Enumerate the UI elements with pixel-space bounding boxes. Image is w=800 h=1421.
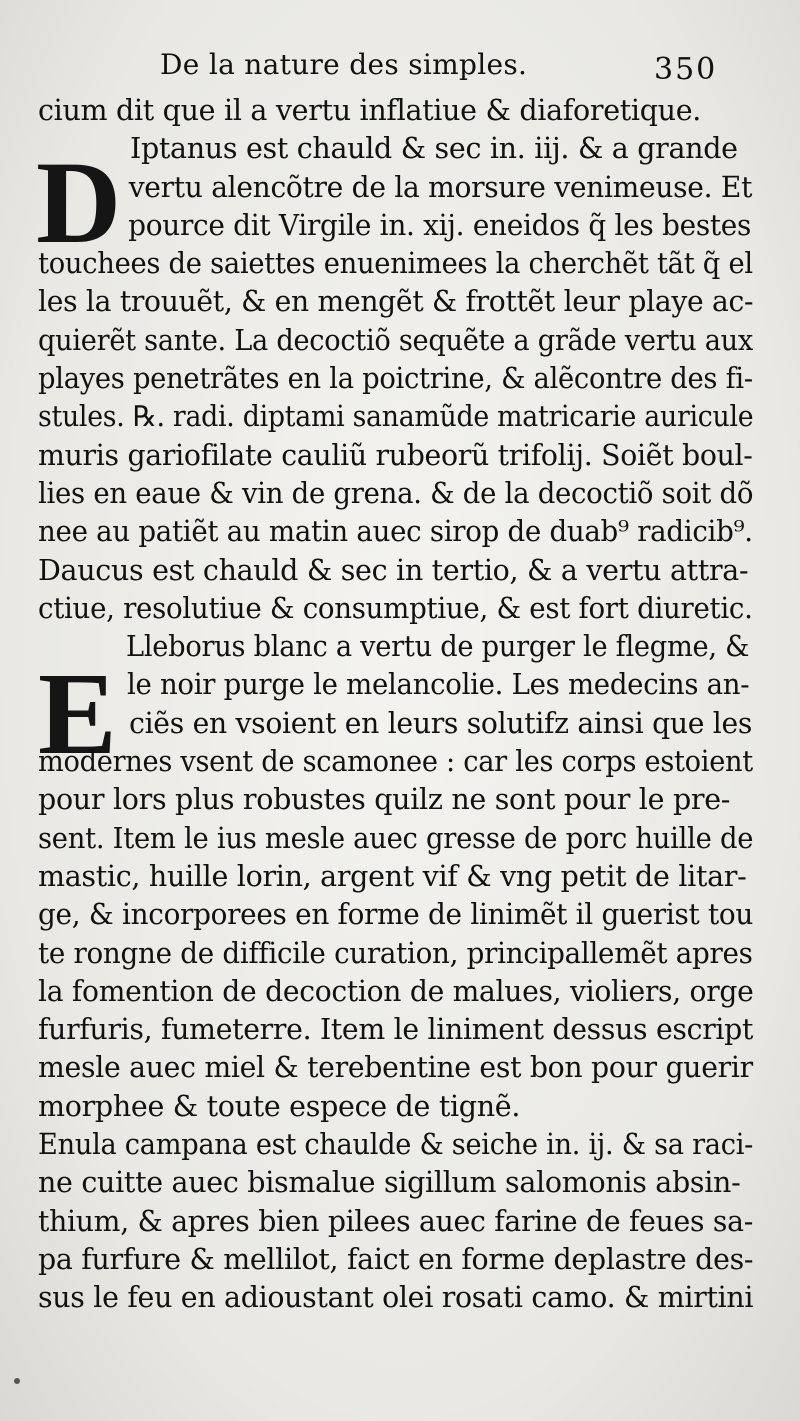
text-line: Iptanus est chauld & sec in. iij. & a grande xyxy=(130,132,738,166)
text-line: ne cuitte auec bismalue sigillum salomonis absin- xyxy=(38,1166,741,1200)
text-line: touchees de saiettes enuenimees la cherchẽt tãt q̃ el xyxy=(38,247,753,281)
text-line: lies en eaue & vin de grena. & de la decoctiõ soit dõ xyxy=(38,476,754,510)
text-line: thium, & apres bien pilees auec farine de feues sa- xyxy=(38,1204,753,1238)
text-line: Daucus est chauld & sec in tertio, & a vertu attra- xyxy=(38,553,749,587)
text-line: ciẽs en vsoient en leurs solutifz ainsi que les xyxy=(129,706,753,740)
text-line: stules. ℞. radi. diptami sanamũde matricarie auricule xyxy=(38,400,754,434)
page-number: 350 xyxy=(654,52,718,87)
text-line: sus le feu en adioustant olei rosati camo. & mirtini xyxy=(38,1281,754,1315)
text-line: ctiue, resolutiue & consumptiue, & est fort diuretic. xyxy=(38,591,753,625)
drop-cap-d: D xyxy=(36,137,122,268)
text-line: mesle auec miel & terebentine est bon pour guerir xyxy=(38,1051,753,1085)
text-line: quierẽt sante. La decoctiõ sequẽte a grãde vertu aux xyxy=(38,323,753,357)
running-title: De la nature des simples. xyxy=(160,48,528,81)
text-line: muris gariofilate cauliũ rubeorũ trifolij. Soiẽt boul- xyxy=(38,438,753,472)
drop-cap-e: E xyxy=(38,648,117,779)
margin-speck xyxy=(14,1378,20,1384)
text-line: sent. Item le ius mesle auec gresse de porc huille de xyxy=(38,821,754,855)
text-line: mastic, huille lorin, argent vif & vng petit de litar- xyxy=(38,859,747,893)
text-line: morphee & toute espece de tignẽ. xyxy=(38,1089,521,1123)
text-line: playes penetrãtes en la poictrine, & alẽcontre des fi- xyxy=(38,362,753,396)
text-line: Enula campana est chaulde & seiche in. ij. & sa raci- xyxy=(38,1128,754,1162)
text-line: les la trouuẽt, & en mengẽt & frottẽt leur playe ac- xyxy=(38,285,754,319)
text-line: pource dit Virgile in. xij. eneidos q̃ les bestes xyxy=(128,208,752,242)
text-line: te rongne de difficile curation, principallemẽt apres xyxy=(38,936,753,970)
text-line: cium dit que il a vertu inflatiue & diaforetique. xyxy=(38,94,702,127)
body-text xyxy=(38,92,754,1318)
text-line: pa furfure & mellilot, faict en forme deplastre des- xyxy=(38,1242,754,1276)
text-line: pour lors plus robustes quilz ne sont pour le pre- xyxy=(38,783,731,817)
text-line: modernes vsent de scamonee : car les corps estoient xyxy=(38,745,753,779)
text-line: vertu alencõtre de la morsure venimeuse. Et xyxy=(128,170,753,204)
text-line: la fomention de decoction de malues, violiers, orge xyxy=(38,974,754,1008)
text-line: Lleborus blanc a vertu de purger le flegme, & xyxy=(126,630,750,664)
text-line: ge, & incorporees en forme de linimẽt il guerist tou xyxy=(38,898,754,932)
text-line: nee au patiẽt au matin auec sirop de duab⁹ radicib⁹. xyxy=(38,515,753,549)
text-line: le noir purge le melancolie. Les medecins an- xyxy=(126,668,750,702)
text-line: furfuris, fumeterre. Item le liniment dessus escript xyxy=(38,1013,754,1047)
